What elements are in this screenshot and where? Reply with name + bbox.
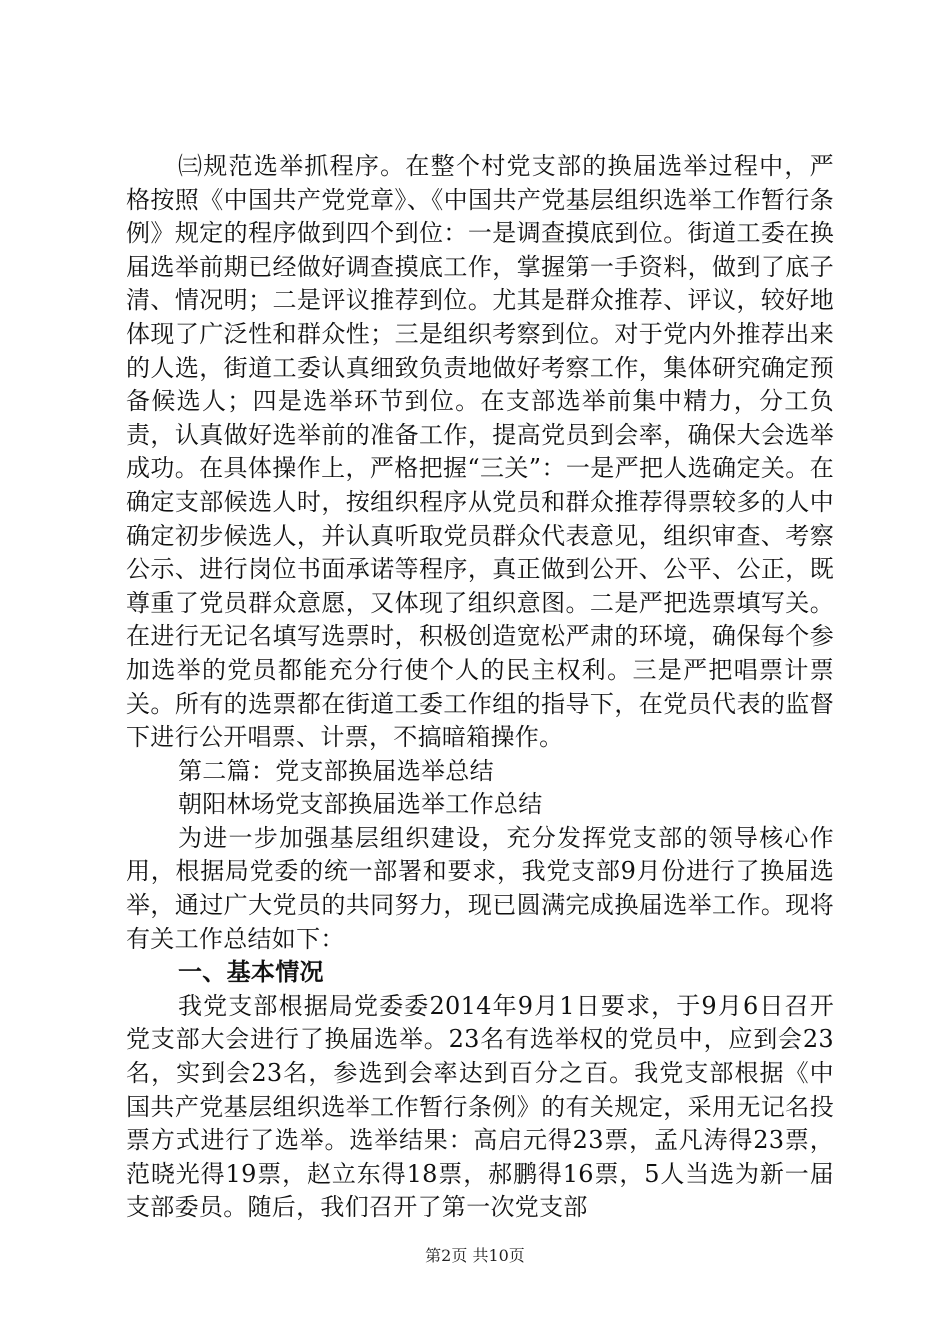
paragraph-introduction: 为进一步加强基层组织建设，充分发挥党支部的领导核心作用，根据局党委的统一部署和要求，我党支部9月份进行了换届选举，通过广大党员的共同努力，现已圆满完成换届选举工作。现将有关工作总结如下： [126, 823, 834, 953]
report-title: 朝阳林场党支部换届选举工作总结 [178, 790, 543, 819]
heading-basic-situation: 一、基本情况 [178, 958, 324, 987]
paragraph-election-procedure: ㈢规范选举抓程序。在整个村党支部的换届选举过程中，严格按照《中国共产党党章》、《中国共产党基层组织选举工作暂行条例》规定的程序做到四个到位：一是调查摸底到位。街道工委在换届选举前期已经做好调查摸底工作，掌握第一手资料，做到了底子清、情况明；二是评议推荐到位。尤其是群众推荐、评议，较好地体现了广泛性和群众性；三是组织考察到位。对于党内外推荐出来的人选，街道工委认真细致负责地做好考察工作，集体研究确定预备候选人；四是选举环节到位。在支部选举前集中精力，分工负责，认真做好选举前的准备工作，提高党员到会率，确保大会选举成功。在具体操作上，严格把握“三关”：一是严把人选确定关。在确定支部候选人时，按组织程序从党员和群众推荐得票较多的人中确定初步候选人，并认真听取党员群众代表意见，组织审查、考察公示、进行岗位书面承诺等程序，真正做到公开、公平、公正，既尊重了党员群众意愿，又体现了组织意图。二是严把选票填写关。在进行无记名填写选票时，积极创造宽松严肃的环境，确保每个参加选举的党员都能充分行使个人的民主权利。三是严把唱票计票关。所有的选票都在街道工委工作组的指导下，在党员代表的监督下进行公开唱票、计票，不搞暗箱操作。 [126, 152, 834, 752]
paragraph-basic-situation: 我党支部根据局党委委2014年9月1日要求，于9月6日召开党支部大会进行了换届选举。23名有选举权的党员中，应到会23名，实到会23名，参选到会率达到百分之百。我党支部根据《中国共产党基层组织选举工作暂行条例》的有关规定，采用无记名投票方式进行了选举。选举结果：高启元得23票，孟凡涛得23票，范晓光得19票，赵立东得18票，郝鹏得16票，5人当选为新一届支部委员。随后，我们召开了第一次党支部 [126, 991, 834, 1222]
page-footer [0, 1243, 950, 1266]
document-body [126, 150, 834, 1225]
section-title-part-two: 第二篇：党支部换届选举总结 [178, 756, 494, 785]
page-number: 第2页 共10页 [425, 1246, 525, 1265]
